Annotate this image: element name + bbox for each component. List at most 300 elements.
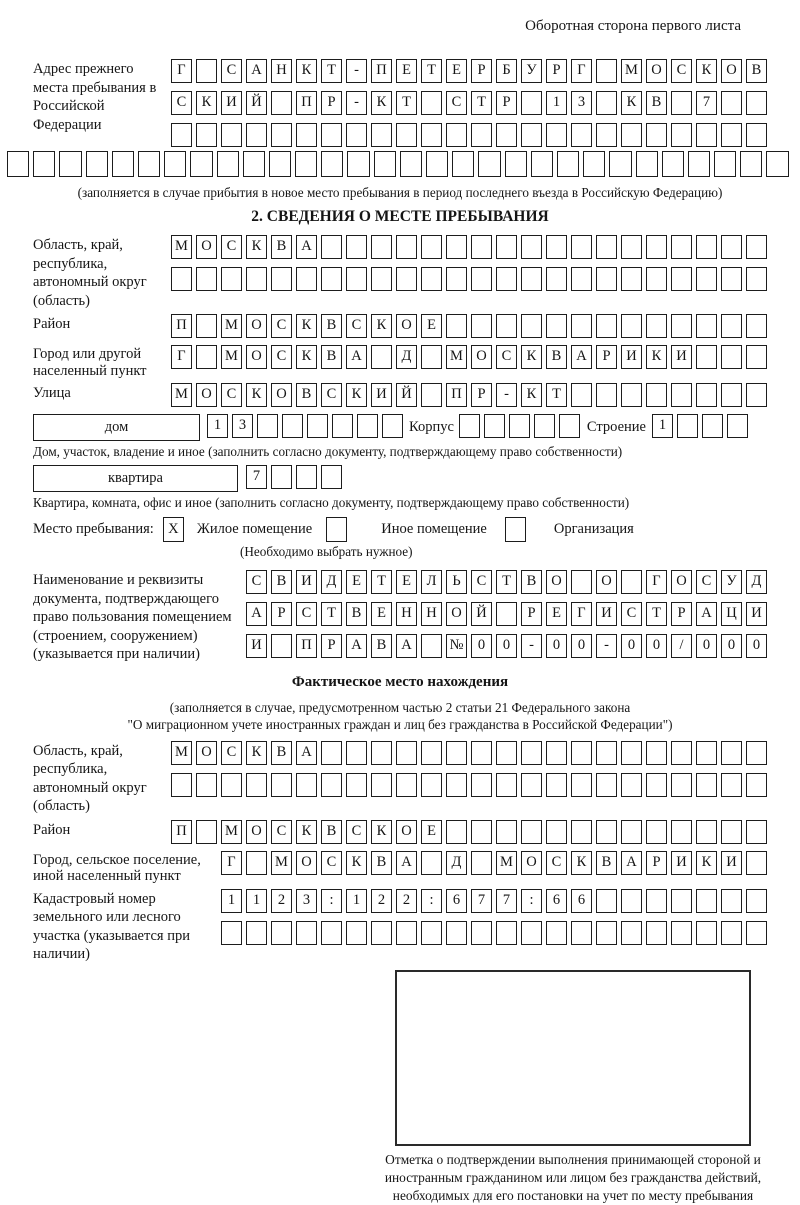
char-box[interactable] [471,741,492,765]
char-box[interactable]: П [171,820,192,844]
char-box[interactable] [196,123,217,147]
char-box[interactable]: Е [421,314,442,338]
char-box[interactable] [396,921,417,945]
char-box[interactable]: О [196,383,217,407]
char-box[interactable] [696,741,717,765]
char-box[interactable] [171,123,192,147]
char-box[interactable] [721,91,742,115]
char-box[interactable] [746,889,767,913]
char-box[interactable]: А [696,602,717,626]
fact-raion-row[interactable] [171,820,767,847]
char-box[interactable]: А [346,345,367,369]
char-box[interactable] [721,773,742,797]
doc-row-1[interactable] [246,570,767,597]
char-box[interactable]: А [621,851,642,875]
char-box[interactable] [746,91,767,115]
char-box[interactable] [346,741,367,765]
char-box[interactable] [521,773,542,797]
char-box[interactable] [505,151,527,177]
char-box[interactable]: К [696,59,717,83]
char-box[interactable] [721,889,742,913]
char-box[interactable]: Р [521,602,542,626]
char-box[interactable]: Е [421,820,442,844]
char-box[interactable]: О [396,820,417,844]
char-box[interactable] [496,921,517,945]
char-box[interactable] [496,267,517,291]
char-box[interactable] [196,773,217,797]
char-box[interactable]: И [596,602,617,626]
char-box[interactable] [671,314,692,338]
char-box[interactable]: Й [396,383,417,407]
char-box[interactable]: С [496,345,517,369]
char-box[interactable]: Д [746,570,767,594]
char-box[interactable] [621,773,642,797]
char-box[interactable]: Й [471,602,492,626]
char-box[interactable] [271,921,292,945]
char-box[interactable] [596,59,617,83]
char-box[interactable]: М [221,345,242,369]
char-box[interactable]: 7 [471,889,492,913]
ulitsa-row[interactable] [171,383,767,410]
char-box[interactable]: 2 [271,889,292,913]
char-box[interactable] [296,123,317,147]
char-box[interactable]: И [721,851,742,875]
char-box[interactable] [138,151,160,177]
char-box[interactable] [396,741,417,765]
char-box[interactable] [746,820,767,844]
char-box[interactable] [59,151,81,177]
char-box[interactable]: В [746,59,767,83]
char-box[interactable]: Е [446,59,467,83]
char-box[interactable] [646,235,667,259]
char-box[interactable] [596,267,617,291]
char-box[interactable] [546,773,567,797]
char-box[interactable] [571,741,592,765]
char-box[interactable] [371,921,392,945]
char-box[interactable]: 0 [496,634,517,658]
char-box[interactable]: И [296,570,317,594]
char-box[interactable]: О [196,741,217,765]
char-box[interactable]: Е [546,602,567,626]
char-box[interactable]: Ц [721,602,742,626]
char-box[interactable] [746,314,767,338]
char-box[interactable] [221,123,242,147]
char-box[interactable] [721,383,742,407]
char-box[interactable]: Н [271,59,292,83]
char-box[interactable]: К [521,383,542,407]
char-box[interactable]: Р [646,851,667,875]
char-box[interactable] [509,414,530,438]
char-box[interactable] [446,123,467,147]
stroenie-row[interactable] [652,414,748,441]
kadastr-row-1[interactable] [221,889,767,916]
char-box[interactable] [421,741,442,765]
char-box[interactable]: В [321,345,342,369]
char-box[interactable] [621,267,642,291]
char-box[interactable]: М [171,741,192,765]
char-box[interactable] [246,773,267,797]
char-box[interactable] [746,383,767,407]
char-box[interactable]: 7 [696,91,717,115]
char-box[interactable]: М [171,383,192,407]
char-box[interactable] [243,151,265,177]
char-box[interactable] [571,820,592,844]
char-box[interactable]: 0 [696,634,717,658]
char-box[interactable] [471,314,492,338]
char-box[interactable] [636,151,658,177]
char-box[interactable] [521,820,542,844]
fact-oblast-row-2[interactable] [171,773,767,800]
char-box[interactable] [583,151,605,177]
char-box[interactable] [321,123,342,147]
char-box[interactable] [282,414,303,438]
char-box[interactable]: У [521,59,542,83]
char-box[interactable] [534,414,555,438]
char-box[interactable] [521,314,542,338]
char-box[interactable]: С [296,602,317,626]
char-box[interactable]: В [596,851,617,875]
char-box[interactable]: А [571,345,592,369]
char-box[interactable] [496,235,517,259]
char-box[interactable]: О [721,59,742,83]
oblast-row-1[interactable] [171,235,767,262]
char-box[interactable] [671,91,692,115]
char-box[interactable]: Р [496,91,517,115]
char-box[interactable]: К [246,383,267,407]
char-box[interactable] [346,267,367,291]
char-box[interactable] [446,820,467,844]
char-box[interactable] [662,151,684,177]
char-box[interactable]: С [271,820,292,844]
char-box[interactable] [596,123,617,147]
char-box[interactable] [347,151,369,177]
char-box[interactable] [596,889,617,913]
char-box[interactable] [621,235,642,259]
char-box[interactable] [396,773,417,797]
fact-oblast-row-1[interactable] [171,741,767,768]
char-box[interactable] [396,235,417,259]
char-box[interactable] [621,820,642,844]
char-box[interactable] [446,235,467,259]
char-box[interactable] [621,889,642,913]
char-box[interactable]: О [646,59,667,83]
char-box[interactable] [546,741,567,765]
char-box[interactable]: Т [321,59,342,83]
char-box[interactable] [531,151,553,177]
char-box[interactable]: К [371,91,392,115]
char-box[interactable] [471,123,492,147]
char-box[interactable] [296,267,317,291]
char-box[interactable]: К [246,235,267,259]
char-box[interactable] [646,383,667,407]
char-box[interactable] [671,820,692,844]
char-box[interactable] [246,921,267,945]
char-box[interactable]: 7 [246,465,267,489]
char-box[interactable]: Р [471,383,492,407]
char-box[interactable]: - [596,634,617,658]
char-box[interactable] [421,235,442,259]
char-box[interactable]: 1 [221,889,242,913]
char-box[interactable] [471,235,492,259]
char-box[interactable]: С [621,602,642,626]
char-box[interactable] [571,235,592,259]
char-box[interactable] [671,383,692,407]
char-box[interactable] [696,345,717,369]
char-box[interactable] [546,267,567,291]
char-box[interactable]: С [321,383,342,407]
char-box[interactable] [246,267,267,291]
char-box[interactable]: В [371,634,392,658]
char-box[interactable] [746,741,767,765]
char-box[interactable] [671,267,692,291]
char-box[interactable] [421,634,442,658]
char-box[interactable] [321,741,342,765]
doc-row-2[interactable] [246,602,767,629]
char-box[interactable] [471,820,492,844]
checkbox-org[interactable] [505,517,526,542]
char-box[interactable]: И [371,383,392,407]
char-box[interactable]: К [696,851,717,875]
char-box[interactable] [721,123,742,147]
char-box[interactable]: К [646,345,667,369]
char-box[interactable]: В [271,741,292,765]
char-box[interactable]: В [296,383,317,407]
char-box[interactable]: Е [396,570,417,594]
char-box[interactable] [271,634,292,658]
char-box[interactable] [371,235,392,259]
char-box[interactable] [646,314,667,338]
char-box[interactable] [546,820,567,844]
char-box[interactable] [559,414,580,438]
char-box[interactable] [496,820,517,844]
char-box[interactable] [671,235,692,259]
char-box[interactable] [421,123,442,147]
char-box[interactable] [7,151,29,177]
char-box[interactable] [221,267,242,291]
char-box[interactable]: Б [496,59,517,83]
char-box[interactable] [496,602,517,626]
char-box[interactable]: Н [396,602,417,626]
char-box[interactable]: № [446,634,467,658]
char-box[interactable] [478,151,500,177]
char-box[interactable] [471,773,492,797]
char-box[interactable]: П [296,634,317,658]
kadastr-row-2[interactable] [221,921,767,948]
char-box[interactable] [546,235,567,259]
char-box[interactable]: 1 [652,414,673,438]
char-box[interactable] [521,267,542,291]
char-box[interactable]: К [621,91,642,115]
char-box[interactable]: К [346,383,367,407]
char-box[interactable]: П [446,383,467,407]
char-box[interactable] [257,414,278,438]
char-box[interactable] [346,235,367,259]
char-box[interactable]: С [221,741,242,765]
char-box[interactable] [521,921,542,945]
char-box[interactable]: 1 [346,889,367,913]
char-box[interactable] [571,267,592,291]
char-box[interactable]: 6 [571,889,592,913]
char-box[interactable] [571,123,592,147]
char-box[interactable] [746,345,767,369]
char-box[interactable]: 2 [371,889,392,913]
char-box[interactable]: О [596,570,617,594]
char-box[interactable]: 0 [471,634,492,658]
char-box[interactable] [446,741,467,765]
char-box[interactable]: У [721,570,742,594]
char-box[interactable]: Е [396,59,417,83]
char-box[interactable] [609,151,631,177]
char-box[interactable] [321,267,342,291]
char-box[interactable]: И [671,851,692,875]
char-box[interactable]: - [346,91,367,115]
char-box[interactable]: В [371,851,392,875]
char-box[interactable] [621,921,642,945]
char-box[interactable]: М [171,235,192,259]
char-box[interactable] [596,921,617,945]
char-box[interactable] [714,151,736,177]
char-box[interactable] [382,414,403,438]
char-box[interactable] [296,773,317,797]
char-box[interactable]: К [571,851,592,875]
char-box[interactable] [321,151,343,177]
char-box[interactable] [357,414,378,438]
char-box[interactable]: С [446,91,467,115]
char-box[interactable] [671,741,692,765]
char-box[interactable]: Р [546,59,567,83]
char-box[interactable] [196,820,217,844]
char-box[interactable]: Й [246,91,267,115]
char-box[interactable] [596,741,617,765]
char-box[interactable]: 0 [546,634,567,658]
char-box[interactable] [646,123,667,147]
char-box[interactable] [346,921,367,945]
char-box[interactable]: А [246,59,267,83]
char-box[interactable] [546,314,567,338]
char-box[interactable]: Г [571,59,592,83]
char-box[interactable] [374,151,396,177]
char-box[interactable]: С [321,851,342,875]
char-box[interactable] [646,773,667,797]
char-box[interactable]: Р [271,602,292,626]
char-box[interactable]: 0 [571,634,592,658]
char-box[interactable] [696,267,717,291]
char-box[interactable] [696,820,717,844]
char-box[interactable]: Г [171,59,192,83]
char-box[interactable]: Т [321,602,342,626]
char-box[interactable] [321,921,342,945]
char-box[interactable]: В [546,345,567,369]
char-box[interactable] [721,267,742,291]
char-box[interactable]: В [321,820,342,844]
char-box[interactable] [696,773,717,797]
char-box[interactable]: : [321,889,342,913]
char-box[interactable]: С [346,820,367,844]
char-box[interactable]: О [471,345,492,369]
char-box[interactable] [196,267,217,291]
char-box[interactable] [621,314,642,338]
char-box[interactable]: В [521,570,542,594]
char-box[interactable]: К [346,851,367,875]
char-box[interactable]: П [171,314,192,338]
char-box[interactable] [33,151,55,177]
char-box[interactable] [190,151,212,177]
char-box[interactable]: К [371,314,392,338]
char-box[interactable]: Р [321,91,342,115]
char-box[interactable]: Т [471,91,492,115]
char-box[interactable] [746,123,767,147]
char-box[interactable] [696,123,717,147]
char-box[interactable] [471,921,492,945]
char-box[interactable]: Л [421,570,442,594]
char-box[interactable] [471,267,492,291]
char-box[interactable] [746,235,767,259]
char-box[interactable]: С [271,314,292,338]
char-box[interactable] [571,383,592,407]
char-box[interactable] [196,345,217,369]
char-box[interactable]: С [546,851,567,875]
char-box[interactable]: Р [671,602,692,626]
char-box[interactable]: 1 [246,889,267,913]
char-box[interactable]: О [396,314,417,338]
char-box[interactable] [271,465,292,489]
char-box[interactable] [727,414,748,438]
char-box[interactable] [346,123,367,147]
char-box[interactable]: Р [471,59,492,83]
char-box[interactable] [621,123,642,147]
char-box[interactable] [521,91,542,115]
char-box[interactable] [307,414,328,438]
char-box[interactable]: В [346,602,367,626]
char-box[interactable]: М [271,851,292,875]
char-box[interactable]: С [246,570,267,594]
char-box[interactable] [459,414,480,438]
char-box[interactable] [721,741,742,765]
char-box[interactable] [671,889,692,913]
char-box[interactable]: 3 [232,414,253,438]
char-box[interactable] [671,123,692,147]
char-box[interactable] [596,773,617,797]
char-box[interactable]: Р [596,345,617,369]
char-box[interactable]: 1 [207,414,228,438]
char-box[interactable]: С [346,314,367,338]
char-box[interactable] [196,314,217,338]
char-box[interactable]: П [371,59,392,83]
char-box[interactable]: С [221,59,242,83]
char-box[interactable]: Д [321,570,342,594]
char-box[interactable] [426,151,448,177]
char-box[interactable] [571,921,592,945]
char-box[interactable]: 2 [396,889,417,913]
char-box[interactable]: И [621,345,642,369]
char-box[interactable] [371,123,392,147]
char-box[interactable]: Т [546,383,567,407]
char-box[interactable] [421,851,442,875]
char-box[interactable]: : [521,889,542,913]
char-box[interactable]: М [221,314,242,338]
char-box[interactable] [471,851,492,875]
char-box[interactable] [246,851,267,875]
char-box[interactable]: А [396,851,417,875]
char-box[interactable] [671,773,692,797]
char-box[interactable] [746,773,767,797]
char-box[interactable] [546,921,567,945]
char-box[interactable]: А [296,741,317,765]
doc-row-3[interactable] [246,634,767,661]
char-box[interactable] [721,345,742,369]
char-box[interactable]: Р [321,634,342,658]
char-box[interactable]: О [196,235,217,259]
